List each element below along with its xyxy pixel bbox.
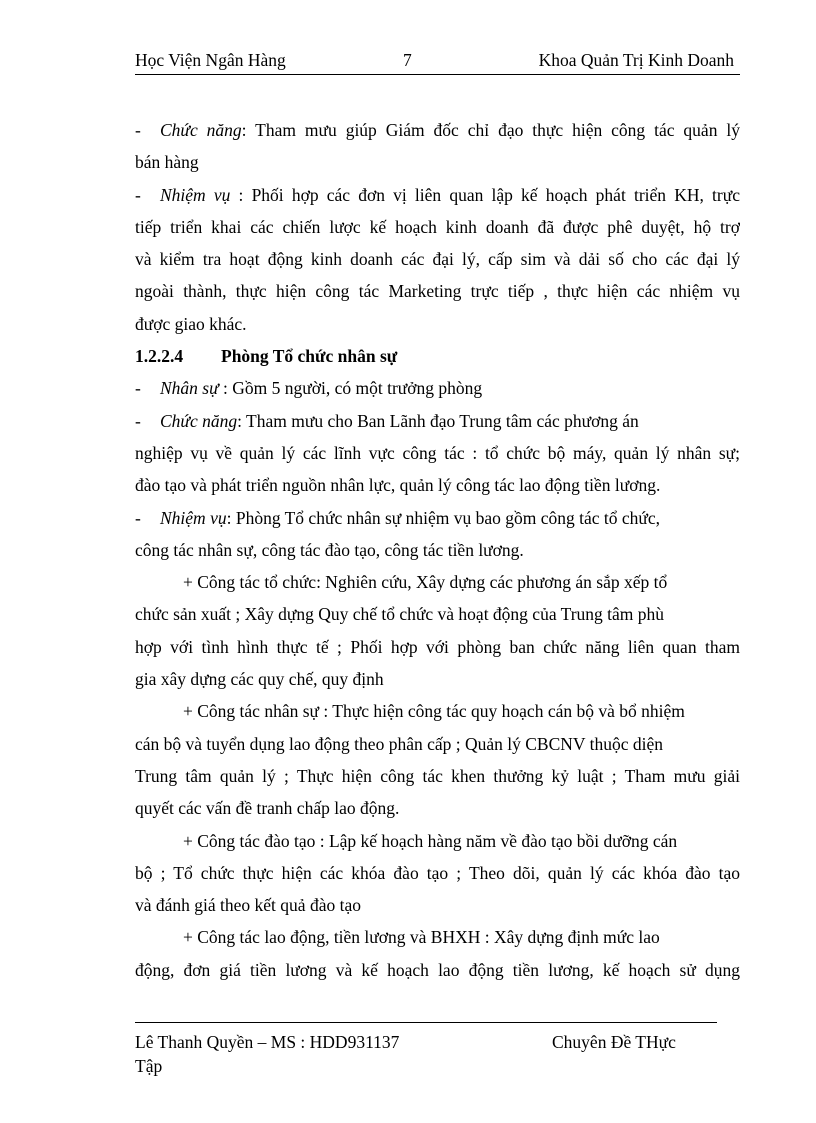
footer-report-title-continuation: Tập bbox=[135, 1056, 163, 1076]
paragraph-line: được giao khác. bbox=[135, 313, 247, 334]
paragraph-line: và đánh giá theo kết quả đào tạo bbox=[135, 895, 361, 916]
header-faculty: Khoa Quản Trị Kinh Doanh bbox=[538, 50, 734, 70]
paragraph-line: gia xây dựng các quy chế, quy định bbox=[135, 669, 384, 690]
paragraph-line: + Công tác lao động, tiền lương và BHXH : Xây dựng định mức lao bbox=[183, 927, 660, 948]
paragraph-line: chức sản xuất ; Xây dựng Quy chế tổ chức và hoạt động của Trung tâm phù bbox=[135, 604, 665, 625]
paragraph-line: - Nhiệm vụ : Phối hợp các đơn vị liên quan lập kế hoạch phát triển KH, trực bbox=[135, 184, 740, 205]
paragraph-line: - Chức năng: Tham mưu giúp Giám đốc chỉ đạo thực hiện công tác quản lý bbox=[135, 120, 740, 140]
paragraph-line: + Công tác đào tạo : Lập kế hoạch hàng năm về đào tạo bồi dưỡng cán bbox=[183, 830, 678, 851]
paragraph-line: Trung tâm quản lý ; Thực hiện công tác khen thưởng kỷ luật ; Tham mưu giải bbox=[135, 765, 740, 786]
header-institution: Học Viện Ngân Hàng bbox=[135, 50, 286, 70]
paragraph-line: + Công tác nhân sự : Thực hiện công tác quy hoạch cán bộ và bổ nhiệm bbox=[183, 701, 685, 722]
inline-label: Nhiệm vụ bbox=[160, 507, 227, 528]
paragraph-line: hợp với tình hình thực tế ; Phối hợp với phòng ban chức năng liên quan tham bbox=[135, 636, 740, 657]
section-heading bbox=[135, 340, 740, 372]
footer-divider bbox=[135, 1022, 717, 1023]
inline-label: Chức năng bbox=[160, 120, 242, 140]
paragraph-line: - Nhân sự : Gồm 5 người, có một trưởng phòng bbox=[135, 378, 483, 399]
paragraph-line: động, đơn giá tiền lương và kế hoạch lao động tiền lương, kế hoạch sử dụng bbox=[135, 959, 740, 980]
section-title: Phòng Tổ chức nhân sự bbox=[221, 346, 398, 367]
paragraph-line: bán hàng bbox=[135, 152, 199, 173]
paragraph-line: + Công tác tổ chức: Nghiên cứu, Xây dựng các phương án sắp xếp tổ bbox=[183, 572, 668, 593]
paragraph-line: tiếp triển khai các chiến lược kế hoạch kinh doanh đã được phê duyệt, hộ trợ bbox=[135, 216, 740, 237]
paragraph-line: và kiểm tra hoạt động kinh doanh các đại lý, cấp sim và dải số cho các đại lý bbox=[135, 249, 740, 270]
inline-label: Nhiệm vụ bbox=[160, 184, 231, 205]
section-number: 1.2.2.4 bbox=[135, 346, 184, 367]
footer-author: Lê Thanh Quyền – MS : HDD931137 bbox=[135, 1032, 400, 1052]
paragraph-line: đào tạo và phát triển nguồn nhân lực, quản lý công tác lao động tiền lương. bbox=[135, 475, 661, 496]
paragraph-line: - Nhiệm vụ: Phòng Tổ chức nhân sự nhiệm vụ bao gồm công tác tổ chức, bbox=[135, 507, 661, 528]
paragraph-line: nghiệp vụ về quản lý các lĩnh vực công tác : tổ chức bộ máy, quản lý nhân sự; bbox=[135, 442, 740, 463]
paragraph-line: cán bộ và tuyển dụng lao động theo phân cấp ; Quản lý CBCNV thuộc diện bbox=[135, 733, 663, 754]
page-header bbox=[135, 48, 740, 75]
paragraph-line: bộ ; Tổ chức thực hiện các khóa đào tạo ; Theo dõi, quản lý các khóa đào tạo bbox=[135, 862, 740, 883]
page-body bbox=[135, 114, 740, 986]
footer-report-title: Chuyên Đề THực bbox=[552, 1032, 676, 1052]
inline-label: Chức năng bbox=[160, 410, 238, 431]
paragraph-line: - Chức năng: Tham mưu cho Ban Lãnh đạo Trung tâm các phương án bbox=[135, 410, 639, 431]
paragraph-line: quyết các vấn đề tranh chấp lao động. bbox=[135, 798, 400, 819]
inline-label: Nhân sự bbox=[160, 378, 219, 399]
paragraph-line: ngoài thành, thực hiện công tác Marketing trực tiếp , thực hiện các nhiệm vụ bbox=[135, 281, 740, 302]
paragraph-line: công tác nhân sự, công tác đào tạo, công tác tiền lương. bbox=[135, 539, 524, 560]
page-number: 7 bbox=[403, 50, 412, 70]
